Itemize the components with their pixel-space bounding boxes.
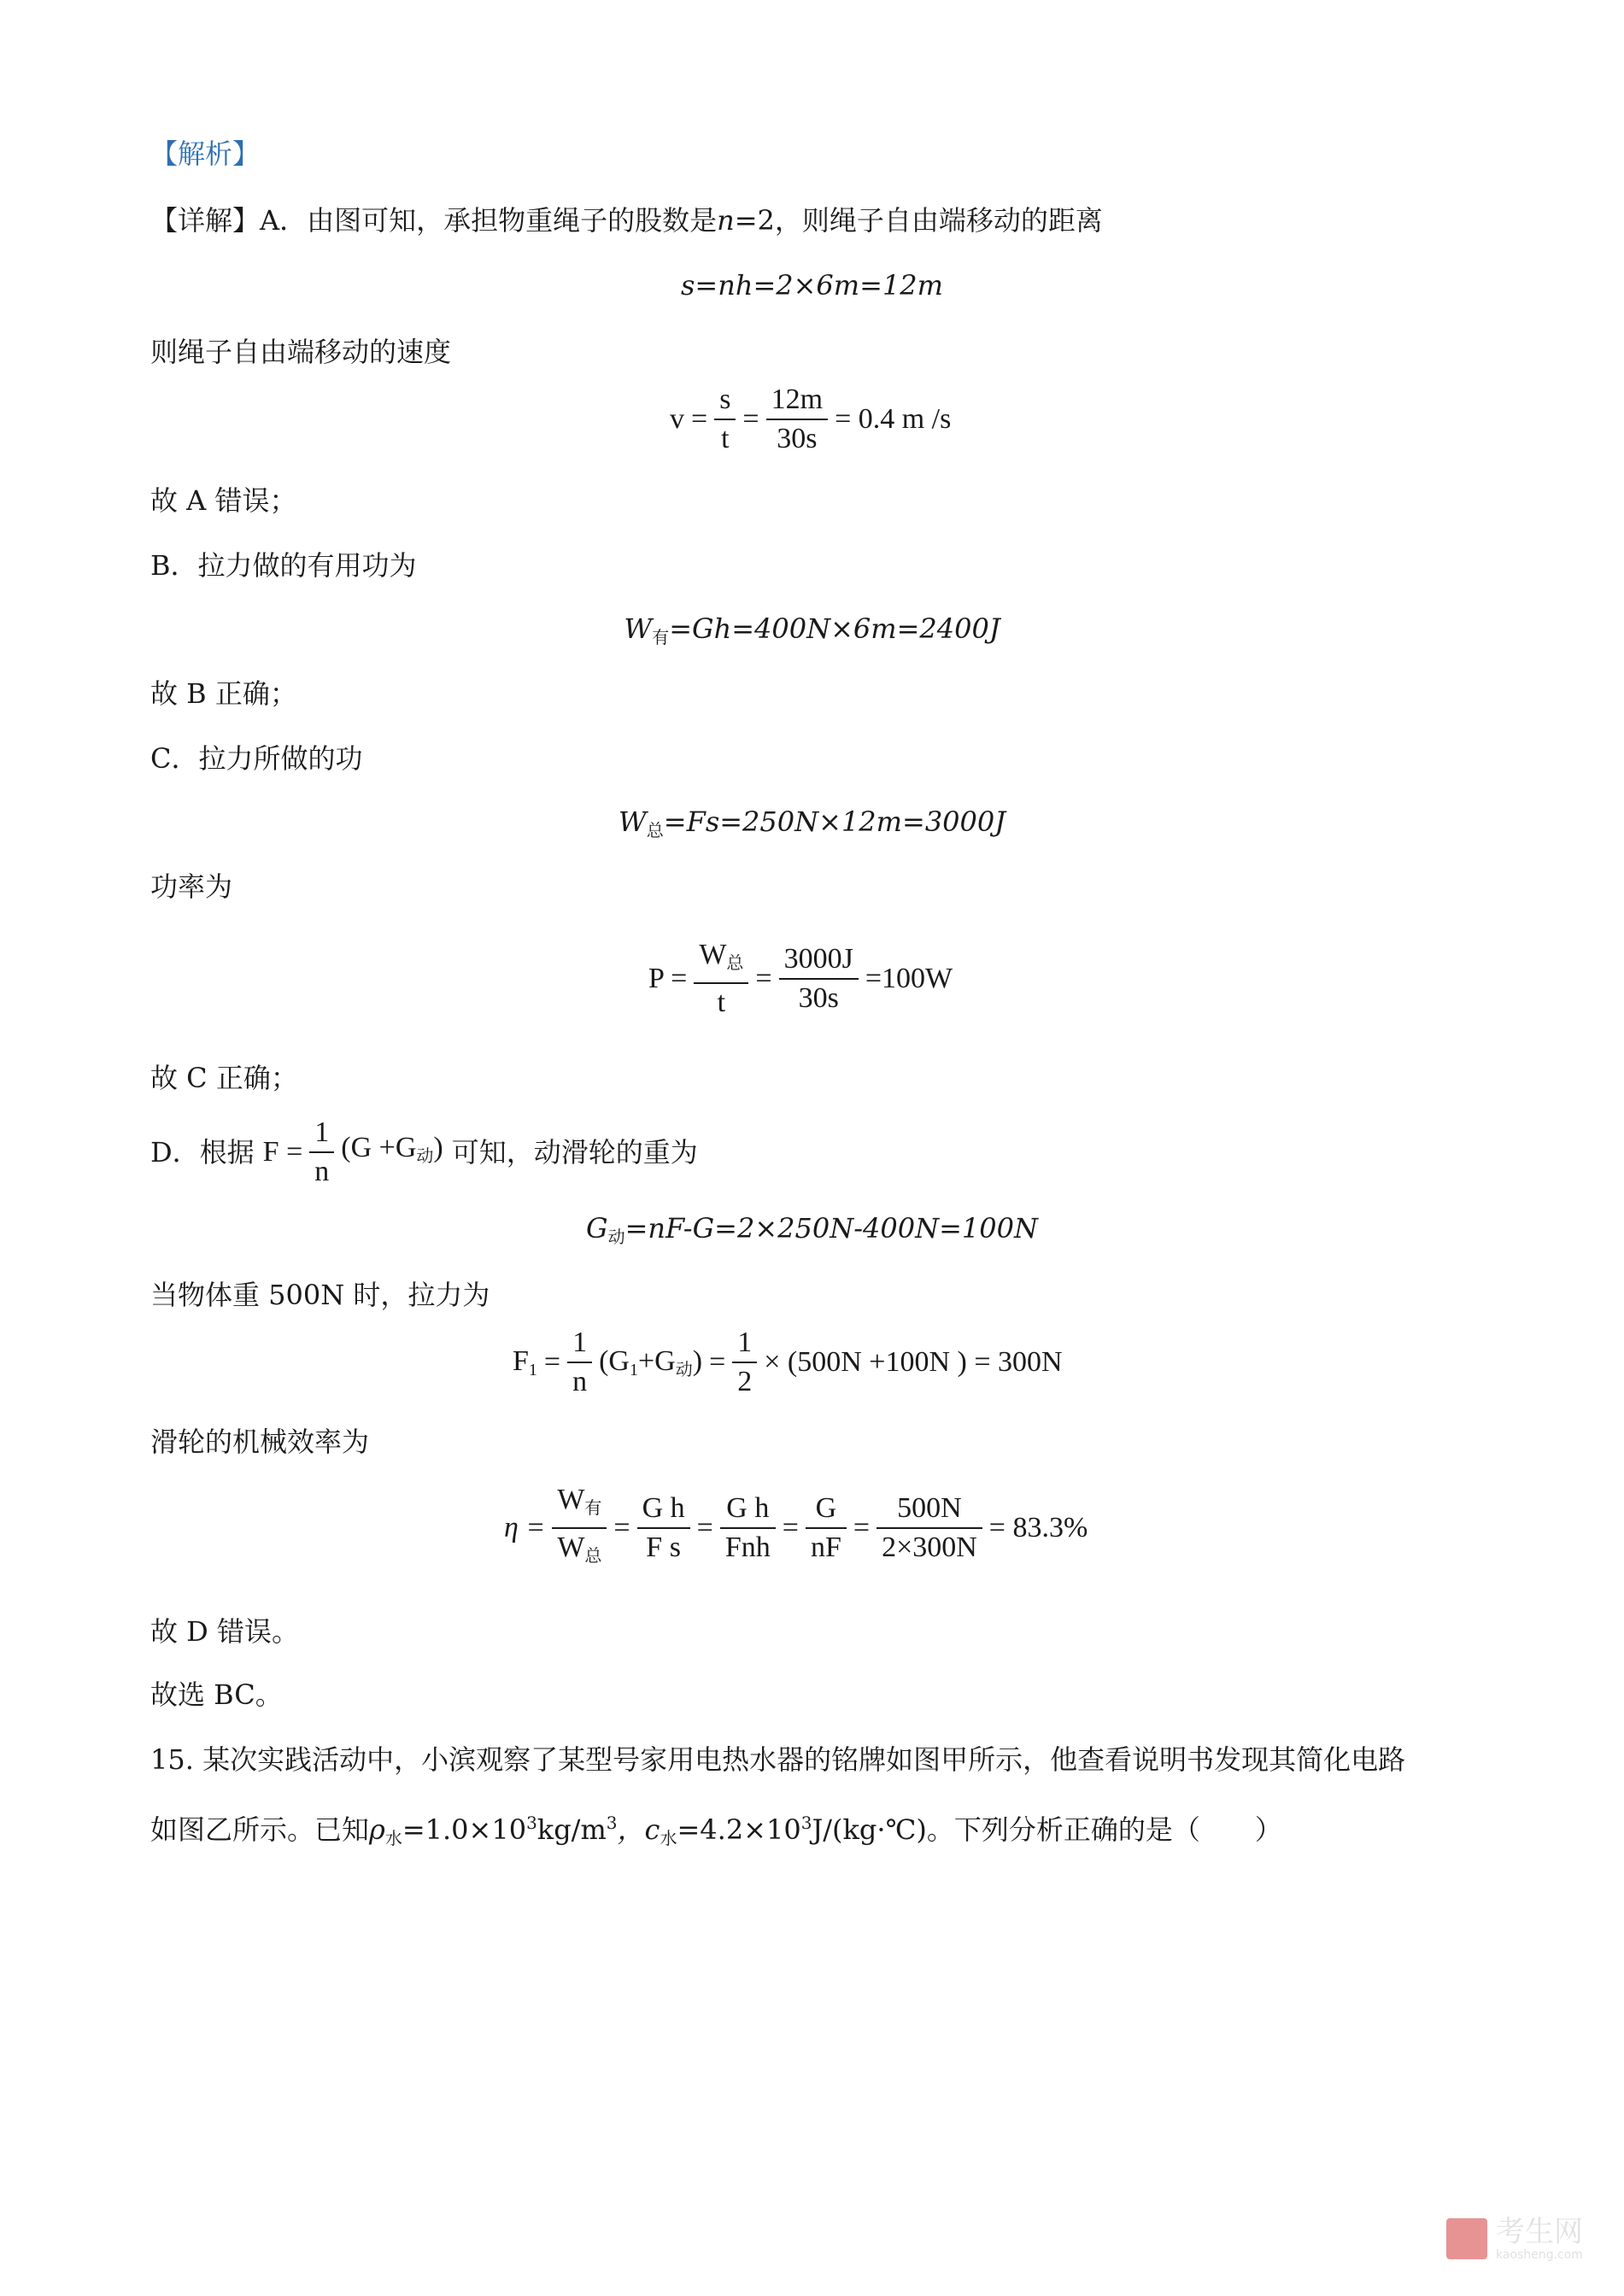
equation-f1: $F_1$ = $\frac{1}{n}$ $(G_1+G_动)$ = $\frac{1}{2}$ × (500N +100N ) = 300N <box>509 1324 1066 1401</box>
watermark-cn: 考生网 <box>1496 2215 1583 2249</box>
section-heading: 【解析】 <box>150 138 261 170</box>
b-intro: B．拉力做的有用功为 <box>150 549 417 582</box>
speed-intro: 则绳子自由端移动的速度 <box>150 336 452 368</box>
power-intro: 功率为 <box>150 870 233 903</box>
equation-v: v = $\frac{s}{t}$ = $\frac{12m}{30s}$ = 0.4 m /s <box>666 381 954 458</box>
equation-eta: η = $\frac{W_有}{W_总}$ = $\frac{\text{G h}}{\text{F s}}$ = $\frac{\text{G h}}{\text{Fnh}}$ = $\frac{G}{nF}$ = $\frac{500N}{2\times 300N}$ = 83.3% <box>501 1481 1091 1575</box>
watermark-en: kaosheng.com <box>1496 2248 1583 2262</box>
question-15-line1: 15. 某次实践活动中，小滨观察了某型号家用电热水器的铭牌如图甲所示，他查看说明书发现其简化电路 <box>150 1743 1406 1776</box>
eff-intro: 滑轮的机械效率为 <box>150 1426 370 1458</box>
equation-p: P = $\frac{W_总}{t}$ = $\frac{3000J}{30s}$ =100W <box>645 936 956 1022</box>
d-wrong: 故 D 错误。 <box>150 1615 300 1648</box>
equation-w-total: $W_总=Fs=250N\times 12m=3000J$ <box>618 805 1006 840</box>
load-intro: 当物体重 500N 时，拉力为 <box>150 1279 490 1311</box>
watermark <box>1446 2216 1583 2262</box>
question-15-line2: 如图乙所示。已知$\rho_水=1.0\times 10^3kg/m^3$，$c_水=4.2\times 10^3J/(kg\cdot℃)$。下列分析正确的是（ ） <box>150 1813 1282 1848</box>
detail-intro: 【详解】A．由图可知，承担物重绳子的股数是n=2，则绳子自由端移动的距离 <box>150 204 1103 237</box>
equation-s: s=nh=2×6m=12m <box>680 269 943 302</box>
equation-w-useful: $W_有=Gh=400N\times 6m=2400J$ <box>624 612 1000 647</box>
answer: 故选 BC。 <box>150 1678 283 1711</box>
c-right: 故 C 正确； <box>150 1062 298 1094</box>
d-intro: D．根据 F = $\frac{1}{n}$ $(G +G_动)$ 可知，动滑轮的重为 <box>150 1114 698 1191</box>
equation-g: $G_动=nF-G=2\times 250N-400N=100N$ <box>586 1212 1038 1247</box>
a-wrong: 故 A 错误； <box>150 484 297 517</box>
b-right: 故 B 正确； <box>150 677 297 710</box>
watermark-logo-icon <box>1446 2218 1487 2259</box>
c-intro: C．拉力所做的功 <box>150 742 363 775</box>
